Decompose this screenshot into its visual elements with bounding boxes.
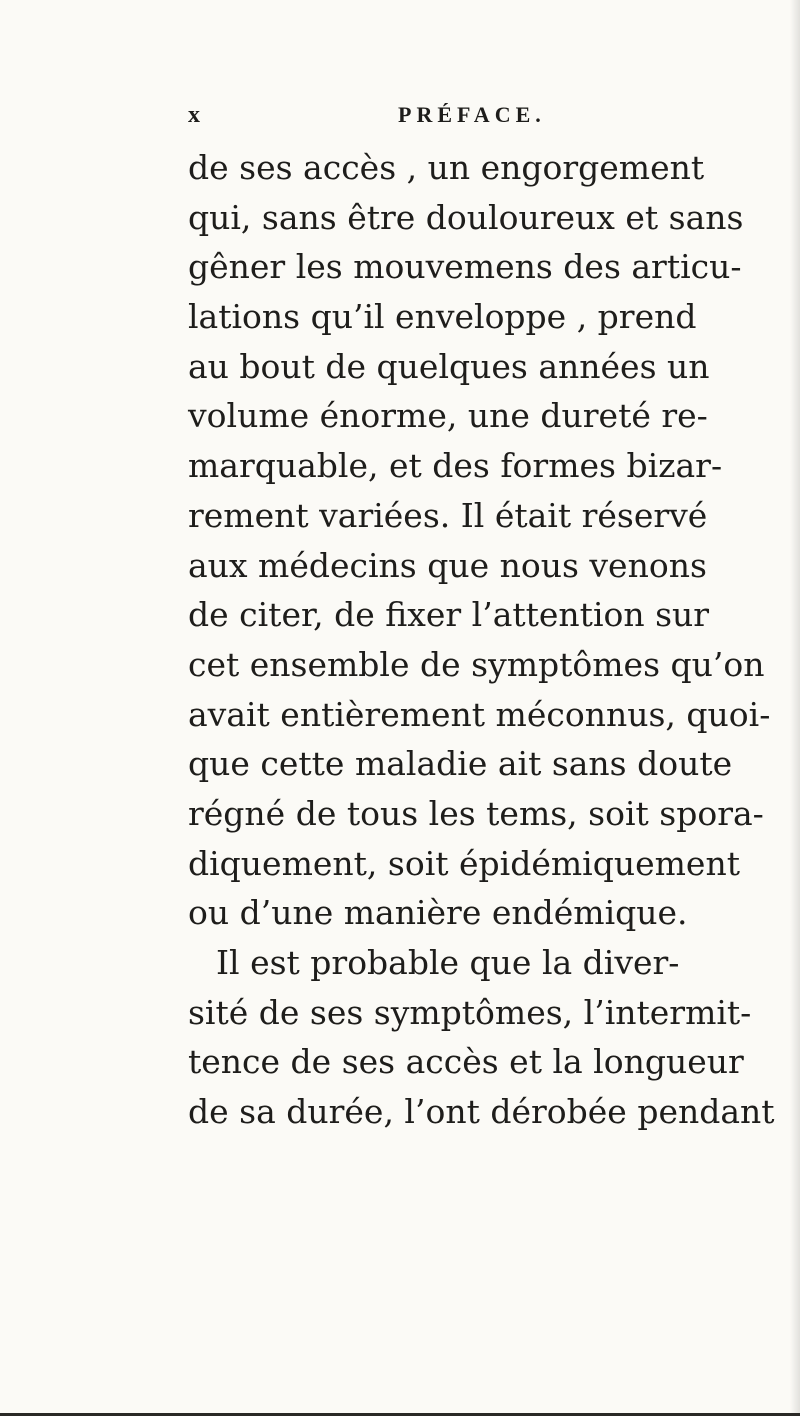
page-edge-shadow xyxy=(790,0,800,1416)
text-line: de sa durée, l’ont dérobée pendant xyxy=(188,1092,775,1132)
text-line: rement variées. Il était réservé xyxy=(188,495,708,535)
text-line: cet ensemble de symptômes qu’on xyxy=(188,644,765,684)
text-line: aux médecins que nous venons xyxy=(188,545,707,585)
text-line: ou d’une manière endémique. xyxy=(188,893,688,933)
text-line: avait entièrement méconnus, quoi- xyxy=(188,694,771,734)
text-line: diquement, soit épidémiquement xyxy=(188,843,740,883)
page-number: x xyxy=(188,102,200,128)
text-line: sité de ses symptômes, l’intermit- xyxy=(188,992,752,1032)
text-line: gêner les mouvemens des articu- xyxy=(188,247,742,287)
text-line: que cette maladie ait sans doute xyxy=(188,744,733,784)
text-line: lations qu’il enveloppe , prend xyxy=(188,297,697,337)
text-line: régné de tous les tems, soit spora- xyxy=(188,793,764,833)
text-line: au bout de quelques années un xyxy=(188,346,710,386)
running-head: PRÉFACE. xyxy=(398,102,546,127)
text-line: volume énorme, une dureté re- xyxy=(188,396,708,436)
paragraph-start-line: Il est probable que la diver- xyxy=(216,943,680,982)
body-text xyxy=(188,143,775,1137)
text-line: tence de ses accès et la longueur xyxy=(188,1042,744,1082)
text-line: marquable, et des formes bizar- xyxy=(188,446,723,486)
text-line: de citer, de fixer l’attention sur xyxy=(188,595,710,635)
text-line: qui, sans être douloureux et sans xyxy=(188,197,744,237)
page-header xyxy=(188,100,588,130)
text-line: de ses accès , un engorgement xyxy=(188,148,705,187)
